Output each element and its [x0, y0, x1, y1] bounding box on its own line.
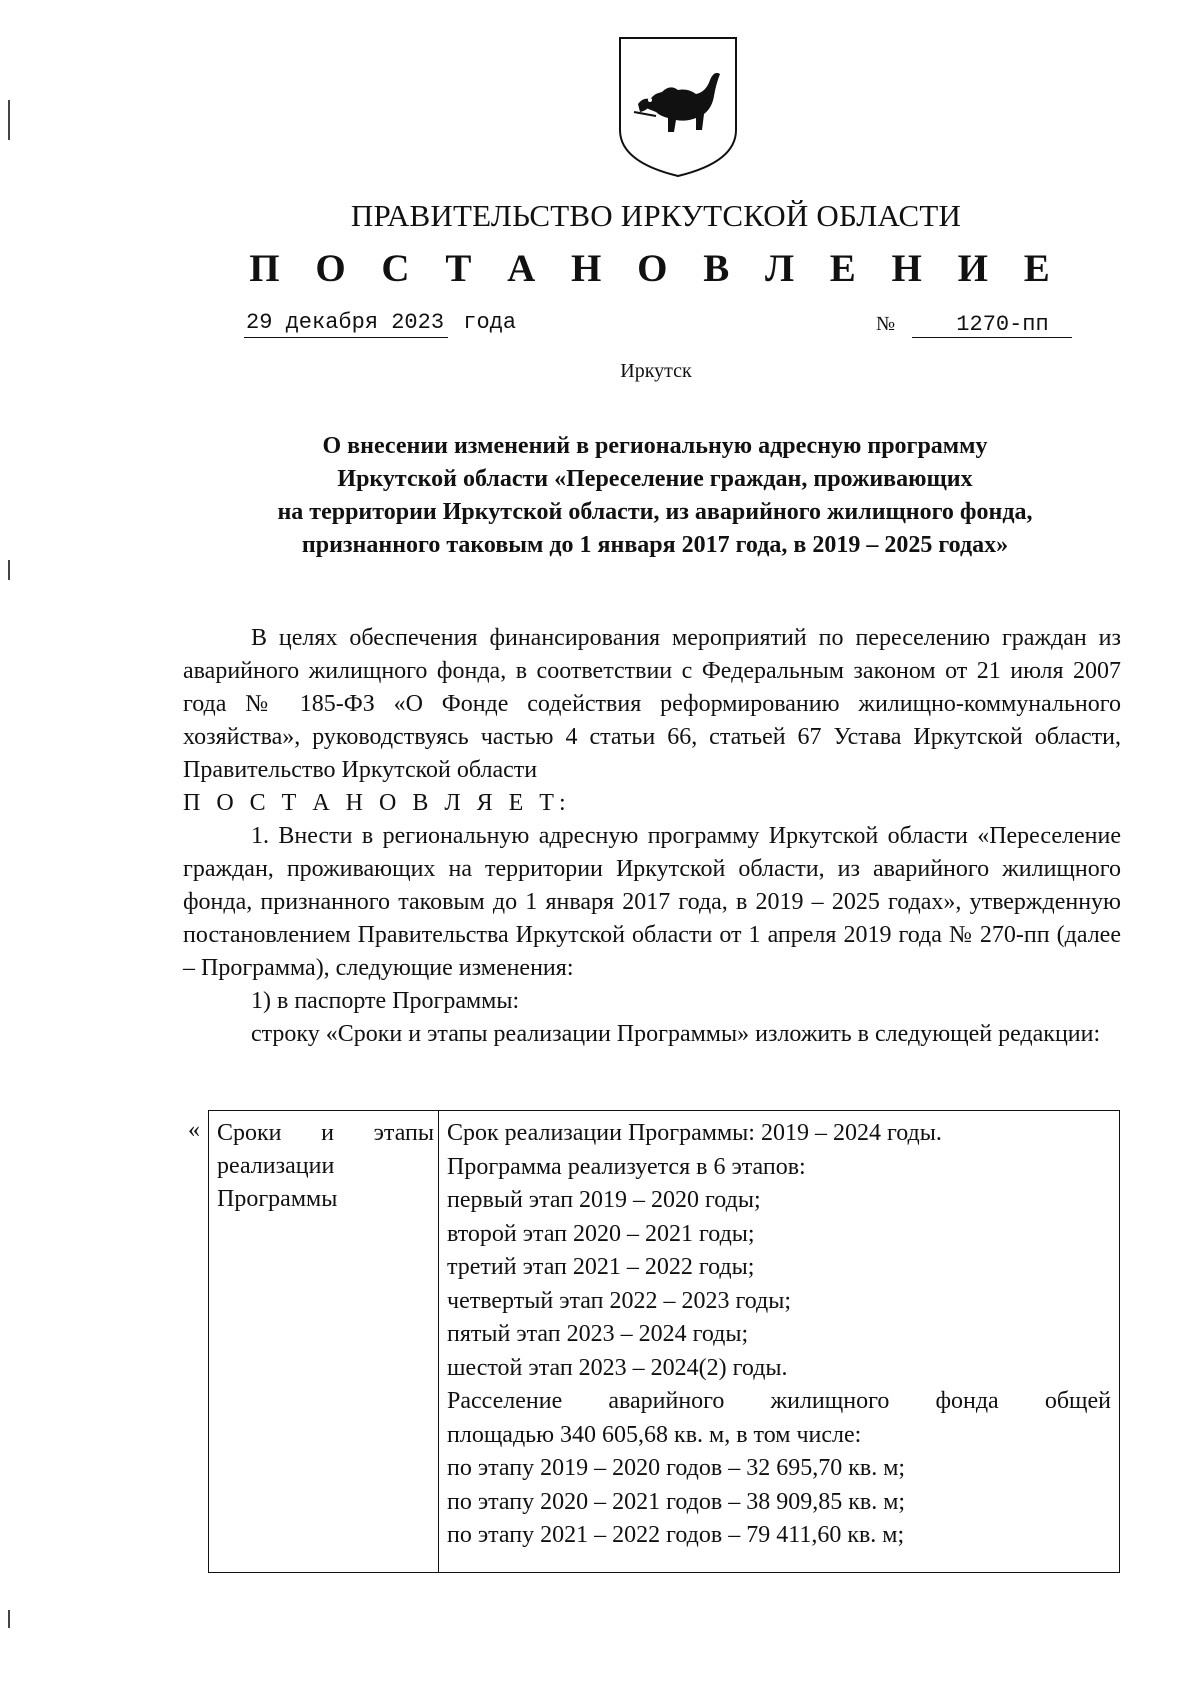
table-content-line: Срок реализации Программы: 2019 – 2024 годы.: [447, 1120, 942, 1146]
date-suffix: года: [463, 310, 517, 335]
subject-line: Иркутской области «Переселение граждан, проживающих: [337, 466, 973, 492]
passport-table: [208, 1110, 1120, 1573]
city: Иркутск: [620, 360, 692, 382]
document-number: [876, 312, 1072, 338]
table-row-label: [209, 1111, 439, 1572]
table-content-line: третий этап 2021 – 2022 годы;: [447, 1254, 755, 1280]
scan-mark: [8, 560, 10, 580]
table-content-line: Программа реализуется в 6 этапов:: [447, 1153, 806, 1180]
instruction-paragraph: строку «Сроки и этапы реализации Программы» изложить в следующей редакции:: [251, 1021, 1101, 1047]
table-content-line: шестой этап 2023 – 2024(2) годы.: [447, 1354, 788, 1381]
open-quote: «: [188, 1117, 200, 1143]
resolves-word: П О С Т А Н О В Л Я Е Т:: [183, 790, 571, 816]
document-subject: [180, 430, 1130, 562]
subitem-1-paragraph: 1) в паспорте Программы:: [251, 988, 520, 1014]
table-content-line: площадью 340 605,68 кв. м, в том числе:: [447, 1421, 862, 1448]
coat-of-arms-icon: [616, 34, 740, 180]
subject-line: признанного таковым до 1 января 2017 года, в 2019 – 2025 годах»: [301, 532, 1009, 558]
scan-mark: [8, 100, 10, 140]
table-content-line: четвертый этап 2022 – 2023 годы;: [447, 1287, 792, 1314]
government-title: ПРАВИТЕЛЬСТВО ИРКУТСКОЙ ОБЛАСТИ: [350, 198, 962, 233]
row-label-text: Сроки и этапы реализации Программы: [217, 1120, 434, 1212]
item-1-paragraph: 1. Внести в региональную адресную программу Иркутской области «Переселение граждан, проживающих на территории Иркутской области, из аварийного жилищного фонда, признанного таковым до 1 января 2017 года, в 2019 – 2025 годах», утвержденную постановлением Правительства Иркутской области от 1 апреля 2019 года № 270-пп (далее – Программа), следующие изменения:: [183, 823, 1121, 981]
table-content-line: по этапу 2021 – 2022 годов – 79 411,60 кв. м;: [447, 1522, 905, 1548]
scan-mark: [8, 1610, 10, 1628]
table-row-content: [439, 1111, 1119, 1572]
number-sign: №: [876, 313, 896, 335]
table-content-line: второй этап 2020 – 2021 годы;: [447, 1220, 755, 1247]
document-date: [244, 310, 516, 338]
number-value: 1270-пп: [912, 312, 1072, 338]
table-content-line: первый этап 2019 – 2020 годы;: [447, 1187, 761, 1213]
document-type: П О С Т А Н О В Л Е Н И Е: [249, 247, 1063, 290]
subject-line: на территории Иркутской области, из аварийного жилищного фонда,: [277, 499, 1033, 525]
preamble-paragraph: В целях обеспечения финансирования мероприятий по переселению граждан из аварийного жилищного фонда, в соответствии с Федеральным законом от 21 июля 2007 года № 185-ФЗ «О Фонде содействия реформированию жилищно-коммунального хозяйства», руководствуясь частью 4 статьи 66, статьей 67 Устава Иркутской области, Правительство Иркутской области: [183, 625, 1121, 783]
table-content-line: пятый этап 2023 – 2024 годы;: [447, 1321, 749, 1347]
document-body: [183, 622, 1121, 1051]
table-content-line: по этапу 2019 – 2020 годов – 32 695,70 кв. м;: [447, 1455, 906, 1481]
table-content-line: Расселение аварийного жилищного фонда общей: [447, 1388, 1111, 1414]
date-value: 29 декабря 2023: [244, 310, 448, 338]
subject-line: О внесении изменений в региональную адресную программу: [322, 433, 988, 459]
table-content-line: по этапу 2020 – 2021 годов – 38 909,85 кв. м;: [447, 1488, 906, 1515]
